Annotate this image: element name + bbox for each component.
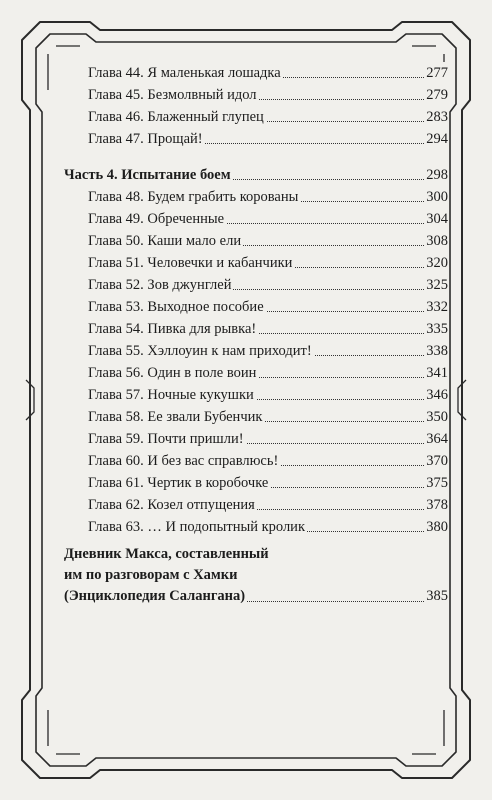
diary-page-number: 385 <box>424 586 448 607</box>
chapter-page-number: 341 <box>424 362 448 384</box>
toc-chapter-entry[interactable] <box>64 494 448 516</box>
chapter-page-number: 277 <box>424 62 448 84</box>
chapter-title: Глава 51. Человечки и кабанчики <box>88 252 294 274</box>
chapter-page-number: 338 <box>424 340 448 362</box>
chapter-page-number: 370 <box>424 450 448 472</box>
toc-chapter-entry[interactable] <box>64 296 448 318</box>
toc-diary-entry[interactable] <box>64 544 448 607</box>
chapter-page-number: 294 <box>424 128 448 150</box>
toc-chapter-entry[interactable] <box>64 406 448 428</box>
toc-chapter-entry[interactable] <box>64 106 448 128</box>
toc-chapter-entry[interactable] <box>64 428 448 450</box>
chapter-title: Глава 62. Козел отпущения <box>88 494 257 516</box>
chapter-page-number: 279 <box>424 84 448 106</box>
diary-title-line-1: Дневник Макса, составленный <box>64 546 269 562</box>
chapter-title: Глава 48. Будем грабить корованы <box>88 186 300 208</box>
chapter-title: Глава 59. Почти пришли! <box>88 428 246 450</box>
toc-part-heading[interactable] <box>64 164 448 186</box>
chapter-page-number: 335 <box>424 318 448 340</box>
chapter-page-number: 304 <box>424 208 448 230</box>
toc-chapter-entry[interactable] <box>64 186 448 208</box>
chapter-page-number: 283 <box>424 106 448 128</box>
diary-title-line-2: им по разговорам с Хамки <box>64 567 238 583</box>
chapter-title: Глава 47. Прощай! <box>88 128 205 150</box>
toc-chapter-entry[interactable] <box>64 230 448 252</box>
chapter-title: Глава 56. Один в поле воин <box>88 362 258 384</box>
chapter-page-number: 332 <box>424 296 448 318</box>
toc-chapter-entry[interactable] <box>64 62 448 84</box>
chapter-page-number: 346 <box>424 384 448 406</box>
part-page-number: 298 <box>424 164 448 186</box>
toc-chapter-entry[interactable] <box>64 340 448 362</box>
chapter-page-number: 380 <box>424 516 448 538</box>
chapter-page-number: 308 <box>424 230 448 252</box>
chapter-title: Глава 54. Пивка для рывка! <box>88 318 258 340</box>
chapter-title: Глава 52. Зов джунглей <box>88 274 233 296</box>
toc-chapter-entry[interactable] <box>64 450 448 472</box>
toc-chapter-entry[interactable] <box>64 472 448 494</box>
chapter-page-number: 350 <box>424 406 448 428</box>
chapter-page-number: 320 <box>424 252 448 274</box>
chapter-title: Глава 45. Безмолвный идол <box>88 84 259 106</box>
toc-chapter-entry[interactable] <box>64 208 448 230</box>
chapter-page-number: 325 <box>424 274 448 296</box>
toc-chapter-entry[interactable] <box>64 128 448 150</box>
diary-title-line-3: (Энциклопедия Салангана) <box>64 586 247 607</box>
toc-chapter-entry[interactable] <box>64 384 448 406</box>
chapter-title: Глава 53. Выходное пособие <box>88 296 266 318</box>
chapter-page-number: 364 <box>424 428 448 450</box>
chapter-title: Глава 61. Чертик в коробочке <box>88 472 270 494</box>
toc-chapter-entry[interactable] <box>64 84 448 106</box>
chapter-page-number: 300 <box>424 186 448 208</box>
chapter-title: Глава 55. Хэллоуин к нам приходит! <box>88 340 314 362</box>
toc-chapter-entry[interactable] <box>64 318 448 340</box>
chapter-title: Глава 58. Ее звали Бубенчик <box>88 406 264 428</box>
chapter-title: Глава 49. Обреченные <box>88 208 226 230</box>
toc-chapter-entry[interactable] <box>64 516 448 538</box>
chapter-title: Глава 44. Я маленькая лошадка <box>88 62 283 84</box>
chapter-title: Глава 60. И без вас справлюсь! <box>88 450 280 472</box>
toc-chapter-entry[interactable] <box>64 252 448 274</box>
chapter-title: Глава 57. Ночные кукушки <box>88 384 256 406</box>
chapter-page-number: 378 <box>424 494 448 516</box>
toc-chapter-entry[interactable] <box>64 274 448 296</box>
chapter-title: Глава 50. Каши мало ели <box>88 230 243 252</box>
chapter-title: Глава 63. … И подопытный кролик <box>88 516 307 538</box>
chapter-title: Глава 46. Блаженный глупец <box>88 106 266 128</box>
table-of-contents <box>64 62 448 607</box>
part-title: Часть 4. Испытание боем <box>64 164 233 186</box>
toc-chapter-entry[interactable] <box>64 362 448 384</box>
chapter-page-number: 375 <box>424 472 448 494</box>
